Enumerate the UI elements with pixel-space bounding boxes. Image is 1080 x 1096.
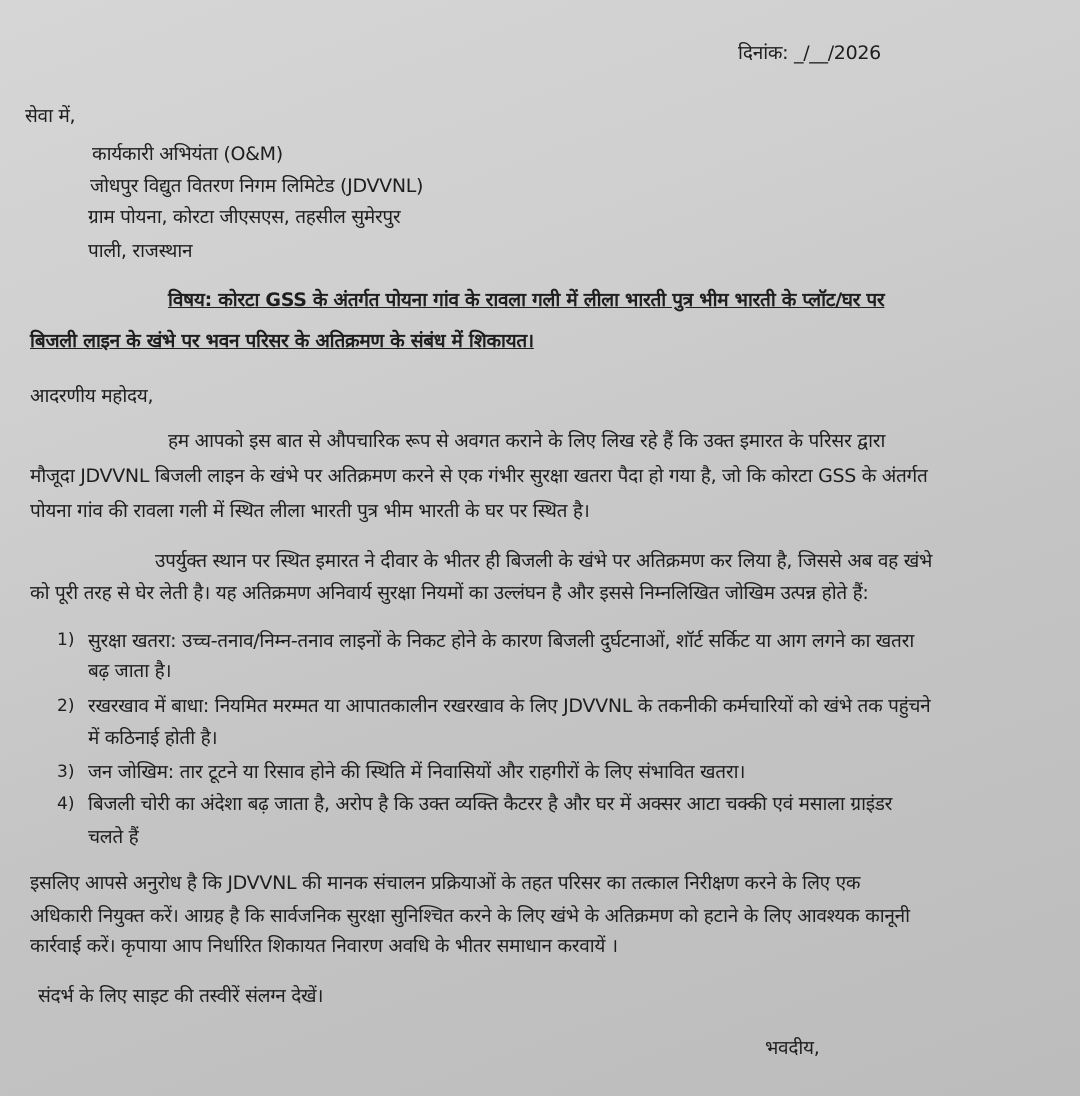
address-line: जोधपुर विद्युत वितरण निगम लिमिटेड (JDVVNL) [90,175,424,197]
reference-note: संदर्भ के लिए साइट की तस्वीरें संलग्न देखें। [38,985,324,1007]
list-item-line: जन जोखिम: तार टूटने या रिसाव होने की स्थिति में निवासियों और राहगीरों के लिए संभावित खतरा। [88,761,746,783]
list-number: 1) [57,630,75,650]
list-item-line: बढ़ जाता है। [88,660,172,682]
greeting: आदरणीय महोदय, [30,385,154,407]
address-line: पाली, राजस्थान [88,240,193,262]
subject-line: विषय: कोरटा GSS के अंतर्गत पोयना गांव के रावला गली में लीला भारती पुत्र भीम भारती के प्लॉट/घर पर [168,289,885,311]
salutation-to: सेवा में, [25,105,76,127]
list-item-line: बिजली चोरी का अंदेशा बढ़ जाता है, अरोप है कि उक्त व्यक्ति कैटरर है और घर में अक्सर आटा चक्की एवं मसाला ग्राइंडर [88,793,893,815]
list-item-line: चलते हैं [88,826,139,848]
list-number: 2) [57,696,75,716]
paragraph-line: कार्रवाई करें। कृपाया आप निर्धारित शिकायत निवारण अवधि के भीतर समाधान करवायें । [30,935,618,957]
paragraph-line: इसलिए आपसे अनुरोध है कि JDVVNL की मानक संचालन प्रक्रियाओं के तहत परिसर का तत्काल निरीक्षण करने के लिए एक [30,872,861,894]
address-line: कार्यकारी अभियंता (O&M) [92,143,283,165]
closing: भवदीय, [765,1037,820,1059]
paragraph-line: पोयना गांव की रावला गली में स्थित लीला भारती पुत्र भीम भारती के घर पर स्थित है। [30,500,590,522]
paragraph-line: उपर्युक्त स्थान पर स्थित इमारत ने दीवार के भीतर ही बिजली के खंभे पर अतिक्रमण कर लिया है, जिससे अब वह खंभे [155,550,933,572]
list-item-line: में कठिनाई होती है। [88,727,218,749]
paragraph-line: मौजूदा JDVVNL बिजली लाइन के खंभे पर अतिक्रमण करने से एक गंभीर सुरक्षा खतरा पैदा हो गया है, जो कि कोरटा GSS के अंतर्गत [30,465,928,487]
paragraph-line: को पूरी तरह से घेर लेती है। यह अतिक्रमण अनिवार्य सुरक्षा नियमों का उल्लंघन है और इससे निम्नलिखित जोखिम उत्पन्न होते हैं: [30,582,869,604]
date-line: दिनांक: _/__/2026 [738,42,881,64]
list-item-line: रखरखाव में बाधा: नियमित मरम्मत या आपातकालीन रखरखाव के लिए JDVVNL के तकनीकी कर्मचारियों को खंभे तक पहुंचने [88,695,931,717]
list-number: 3) [57,762,75,782]
address-line: ग्राम पोयना, कोरटा जीएसएस, तहसील सुमेरपुर [88,206,401,228]
list-item-line: सुरक्षा खतरा: उच्च-तनाव/निम्न-तनाव लाइनों के निकट होने के कारण बिजली दुर्घटनाओं, शॉर्ट सर्किट या आग लगने का खतरा [88,630,914,652]
list-number: 4) [57,794,75,814]
paragraph-line: अधिकारी नियुक्त करें। आग्रह है कि सार्वजनिक सुरक्षा सुनिश्चित करने के लिए खंभे के अतिक्रमण को हटाने के लिए आवश्यक कानूनी [30,905,910,927]
subject-line: बिजली लाइन के खंभे पर भवन परिसर के अतिक्रमण के संबंध में शिकायत। [30,330,534,352]
paragraph-line: हम आपको इस बात से औपचारिक रूप से अवगत कराने के लिए लिख रहे हैं कि उक्त इमारत के परिसर द्वारा [168,430,886,452]
